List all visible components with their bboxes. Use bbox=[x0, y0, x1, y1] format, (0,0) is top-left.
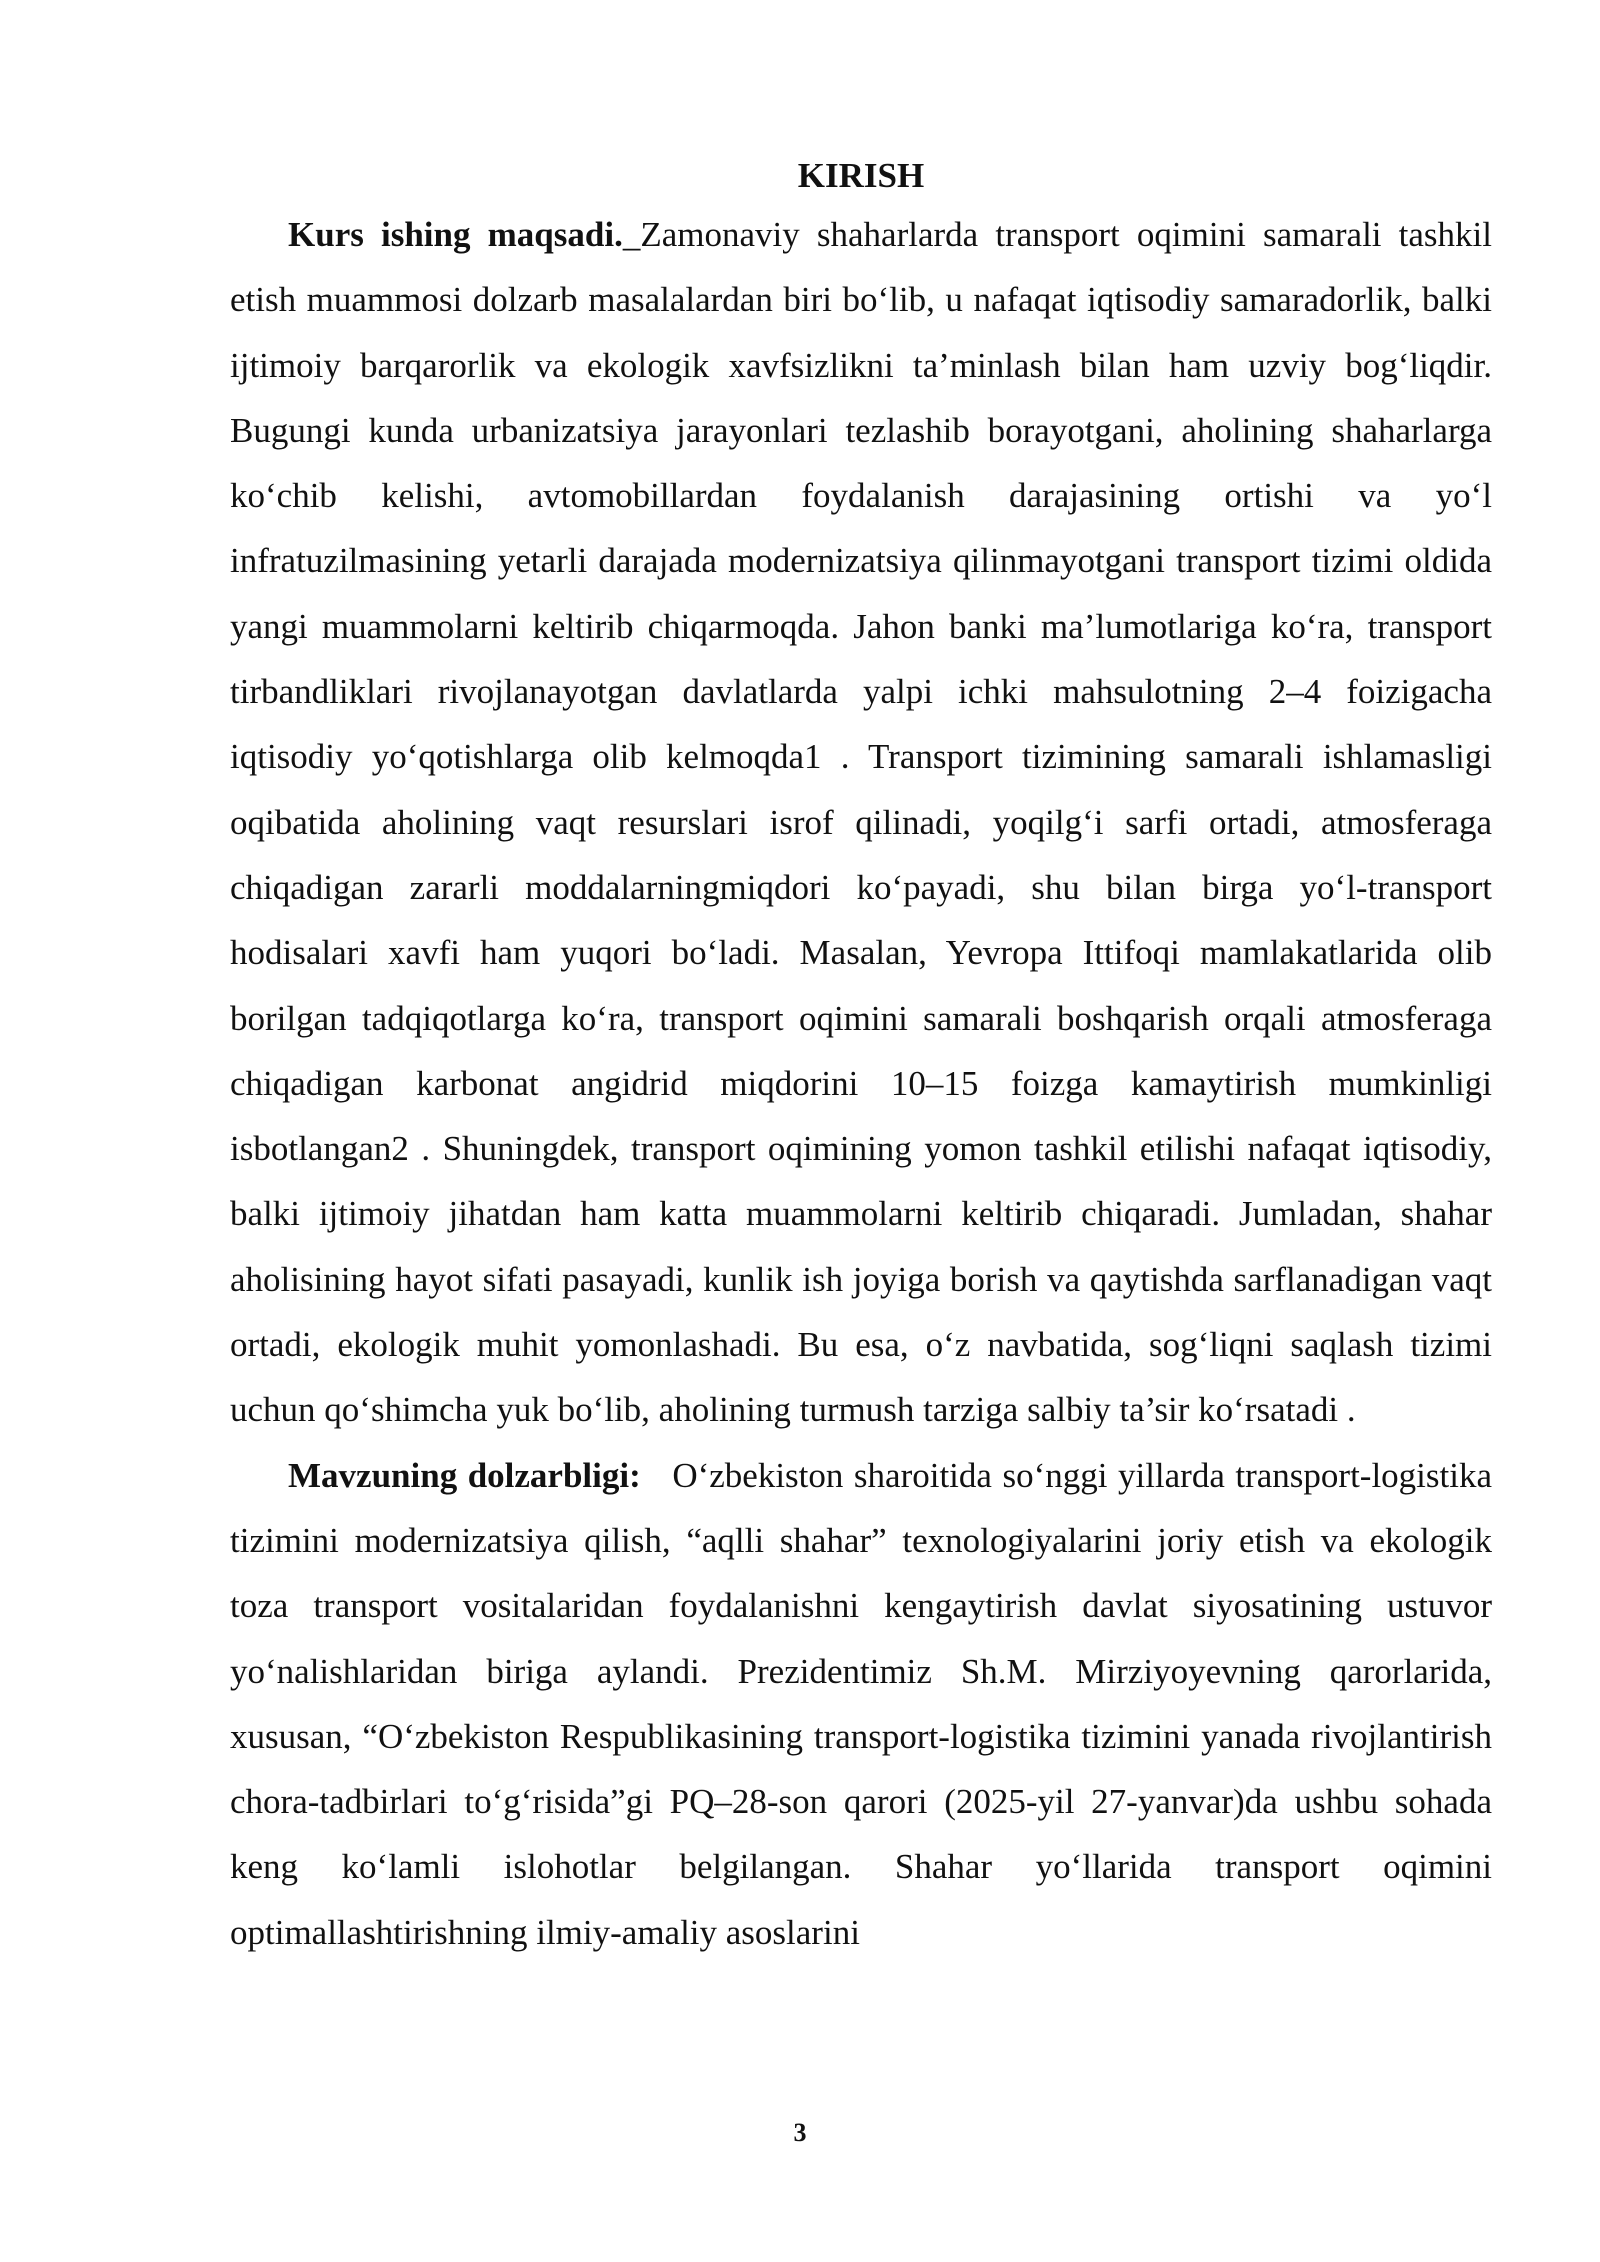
paragraph-lead-heading: Kurs ishing maqsadi. bbox=[288, 215, 623, 254]
paragraph-body-text: O‘zbekiston sharoitida so‘nggi yillarda transport-logistika tizimini modernizatsiya qilish, “aqlli shahar” texnologiyalarini joriy etish va ekologik toza transport vositalaridan foydalanishni kengaytirish davlat siyosatining ustuvor yo‘nalishlaridan biriga aylandi. Prezidentimiz Sh.M. Mirziyoyevning qarorlarida, xususan, “O‘zbekiston Respublikasining transport-logistika tizimini yanada rivojlantirish chora-tadbirlari to‘g‘risida”gi PQ–28-son qarori (2025-yil 27-yanvar)da ushbu sohada keng ko‘lamli islohotlar belgilangan. Shahar yo‘llarida transport oqimini optimallashtirishning ilmiy-amaliy asoslarini bbox=[230, 1455, 1493, 1952]
page-content bbox=[230, 150, 1492, 1965]
paragraph-lead-separator: _ bbox=[622, 215, 641, 254]
paragraph-mavzuning-dolzarbligi bbox=[230, 1443, 1492, 1965]
paragraph-body-text: Zamonaviy shaharlarda transport oqimini samarali tashkil etish muammosi dolzarb masalalardan biri bo‘lib, u nafaqat iqtisodiy samaradorlik, balki ijtimoiy barqarorlik va ekologik xavfsizlikni ta’minlash bilan ham uzviy bog‘liqdir. Bugungi kunda urbanizatsiya jarayonlari tezlashib borayotgani, aholining shaharlarga ko‘chib kelishi, avtomobillardan foydalanish darajasining ortishi va yo‘l infratuzilmasining yetarli darajada modernizatsiya qilinmayotgani transport tizimi oldida yangi muammolarni keltirib chiqarmoqda. Jahon banki ma’lumotlariga ko‘ra, transport tirbandliklari rivojlanayotgan davlatlarda yalpi ichki mahsulotning 2–4 foizigacha iqtisodiy yo‘qotishlarga olib kelmoqda1 . Transport tizimining samarali ishlamasligi oqibatida aholining vaqt resurslari isrof qilinadi, yoqilg‘i sarfi ortadi, atmosferaga chiqadigan zararli moddalarningmiqdori ko‘payadi, shu bilan birga yo‘l-transport hodisalari xavfi ham yuqori bo‘ladi. Masalan, Yevropa Ittifoqi mamlakatlarida olib borilgan tadqiqotlarga ko‘ra, transport oqimini samarali boshqarish orqali atmosferaga chiqadigan karbonat angidrid miqdorini 10–15 foizga kamaytirish mumkinligi isbotlangan2 . Shuningdek, transport oqimining yomon tashkil etilishi nafaqat iqtisodiy, balki ijtimoiy jihatdan ham katta muammolarni keltirib chiqaradi. Jumladan, shahar aholisining hayot sifati pasayadi, kunlik ish joyiga borish va qaytishda sarflanadigan vaqt ortadi, ekologik muhit yomonlashadi. Bu esa, o‘z navbatida, sog‘liqni saqlash tizimi uchun qo‘shimcha yuk bo‘lib, aholining turmush tarziga salbiy ta’sir ko‘rsatadi . bbox=[230, 215, 1492, 1430]
paragraph-lead-separator bbox=[641, 1456, 673, 1495]
paragraph-kurs-ishing-maqsadi bbox=[230, 202, 1492, 1443]
paragraph-lead-heading: Mavzuning dolzarbligi: bbox=[288, 1455, 641, 1495]
page-number: 3 bbox=[793, 2118, 807, 2147]
page-title: KIRISH bbox=[797, 156, 925, 195]
